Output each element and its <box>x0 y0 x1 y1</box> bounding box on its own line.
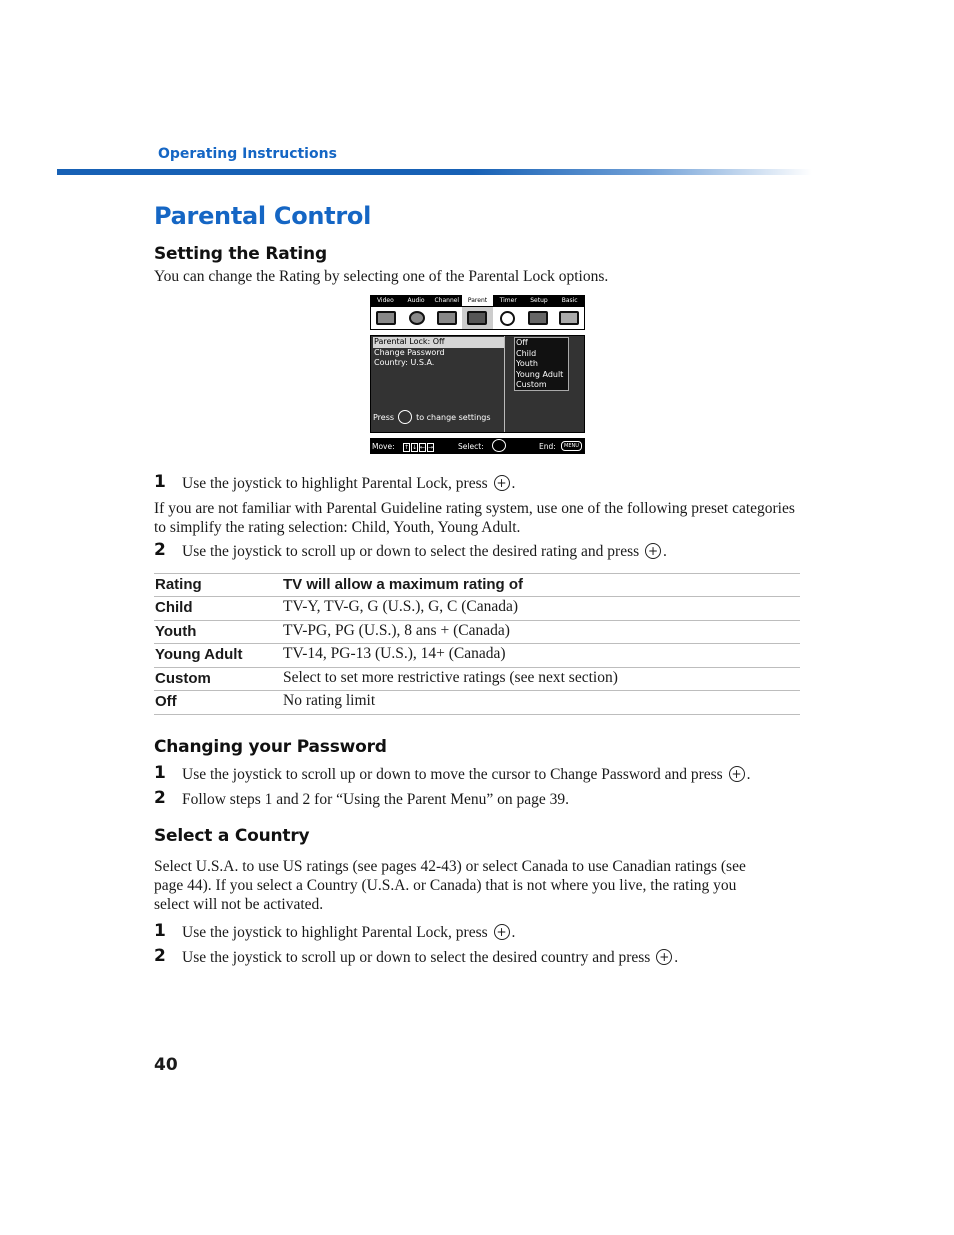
rating-table <box>154 573 800 715</box>
tv-audio-icon <box>401 307 431 329</box>
step-number: 2 <box>154 540 166 560</box>
header-rule <box>57 169 812 175</box>
tv-tab-audio: Audio <box>407 297 425 304</box>
table-header-max: TV will allow a maximum rating of <box>283 576 524 593</box>
tv-tab-video: Video <box>376 297 394 304</box>
punct: . <box>663 543 667 560</box>
tv-press-label: Press <box>373 413 395 422</box>
rating-step2-text: Use the joystick to scroll up or down to select the desired rating and press <box>182 543 640 560</box>
table-cell-max: No rating limit <box>283 692 376 709</box>
punct: . <box>674 949 679 966</box>
tv-tab-setup: Setup <box>530 297 548 304</box>
step-number: 1 <box>154 763 166 783</box>
section-label: Operating Instructions <box>158 146 337 162</box>
step-number: 2 <box>154 946 166 966</box>
heading-select-country: Select a Country <box>154 826 310 846</box>
arrow-keys-icon: ↑ ↓ ← → <box>404 444 434 451</box>
table-cell-max: TV-Y, TV-G, G (U.S.), G, C (Canada) <box>283 598 519 615</box>
table-cell-max: TV-14, PG-13 (U.S.), 14+ (Canada) <box>283 645 506 662</box>
tv-move-label: Move: <box>372 442 395 451</box>
tv-tab-basic: Basic <box>561 297 578 304</box>
tv-option-young-adult: Young Adult <box>516 369 564 379</box>
tv-end-label: End: <box>539 442 556 451</box>
country-step2-text: Use the joystick to scroll up or down to select the desired country and press <box>182 949 651 966</box>
setting-rating-intro: You can change the Rating by selecting one of the Parental Lock options. <box>154 268 609 285</box>
heading-changing-password: Changing your Password <box>154 737 387 757</box>
tv-menu-screenshot <box>370 295 585 454</box>
tv-menu-panel <box>370 335 585 433</box>
table-cell-rating: Child <box>155 599 193 616</box>
rating-step1-text: Use the joystick to highlight Parental Lock, press <box>182 475 488 492</box>
punct: . <box>511 924 516 941</box>
tv-menu-tabs <box>370 295 585 306</box>
tv-tab-parent: Parent <box>462 295 493 306</box>
country-step2 <box>182 948 678 967</box>
punct: . <box>511 475 516 492</box>
country-intro-line1: Select U.S.A. to use US ratings (see pages 42-43) or select Canada to use Canadian ratings (see <box>154 858 746 875</box>
tv-press-suffix: to change settings <box>416 413 491 422</box>
password-step2: Follow steps 1 and 2 for “Using the Parent Menu” on page 39. <box>182 791 570 808</box>
joystick-press-icon <box>494 924 510 940</box>
country-step1-text: Use the joystick to highlight Parental Lock, press <box>182 924 488 941</box>
country-intro-line3: select will not be activated. <box>154 896 324 913</box>
tv-channel-icon <box>432 307 462 329</box>
joystick-press-icon <box>494 475 510 491</box>
tv-option-child: Child <box>516 348 537 358</box>
table-cell-rating: Youth <box>155 622 197 640</box>
country-intro-line2: page 44). If you select a Country (U.S.A. or Canada) that is not where you live, the rating you <box>154 877 737 894</box>
tv-option-off: Off <box>516 338 528 347</box>
table-header-rating: Rating <box>155 576 202 593</box>
tv-tab-timer: Timer <box>499 297 517 304</box>
table-cell-rating: Off <box>155 693 177 710</box>
heading-setting-rating: Setting the Rating <box>154 244 327 264</box>
tv-basic-icon <box>554 307 584 329</box>
tv-option-youth: Youth <box>516 359 538 368</box>
table-cell-max: Select to set more restrictive ratings (see next section) <box>283 668 618 686</box>
tv-status-bar <box>370 438 585 454</box>
table-cell-max: TV-PG, PG (U.S.), 8 ans + (Canada) <box>283 621 510 639</box>
tv-options-list <box>514 337 569 391</box>
tv-timer-icon <box>493 307 523 329</box>
rating-step1 <box>182 474 515 493</box>
tv-parent-icon <box>462 307 492 329</box>
joystick-press-icon <box>656 949 672 965</box>
tv-menu-icon-row <box>370 306 585 330</box>
table-row <box>154 668 800 692</box>
table-cell-rating: Young Adult <box>155 646 243 663</box>
punct: . <box>746 766 751 783</box>
country-step1 <box>182 923 515 942</box>
tv-select-label: Select: <box>458 442 484 451</box>
step-number: 1 <box>154 921 166 941</box>
rating-step2 <box>182 542 667 561</box>
password-step1-text: Use the joystick to scroll up or down to move the cursor to Change Password and press <box>182 766 723 783</box>
tv-line-change-password: Change Password <box>374 347 445 357</box>
step-number: 1 <box>154 472 166 492</box>
joystick-press-icon <box>645 543 661 559</box>
menu-key-icon: MENU <box>561 441 582 451</box>
tv-setup-icon <box>523 307 553 329</box>
table-header-row <box>154 573 800 597</box>
step-number: 2 <box>154 788 166 808</box>
joystick-icon <box>398 410 412 424</box>
page-number: 40 <box>154 1055 178 1075</box>
table-row <box>154 621 800 645</box>
table-cell-rating: Custom <box>155 669 211 687</box>
table-row <box>154 597 800 621</box>
table-row <box>154 691 800 715</box>
tv-line-country: Country: U.S.A. <box>374 358 435 367</box>
password-step1 <box>182 765 750 784</box>
joystick-press-icon <box>729 766 745 782</box>
tv-press-hint <box>373 410 491 424</box>
tv-video-icon <box>371 307 401 329</box>
page-title: Parental Control <box>154 202 372 230</box>
joystick-select-icon <box>492 439 506 452</box>
tv-tab-channel: Channel <box>434 297 460 304</box>
tv-line-parental-lock: Parental Lock: Off <box>373 337 504 348</box>
tv-panel-divider <box>504 336 505 432</box>
rating-note: If you are not familiar with Parental Guideline rating system, use one of the following preset categories to simplify the rating selection: Child, Youth, Young Adult. <box>154 500 795 536</box>
table-row <box>154 644 800 668</box>
tv-option-custom: Custom <box>516 380 547 389</box>
